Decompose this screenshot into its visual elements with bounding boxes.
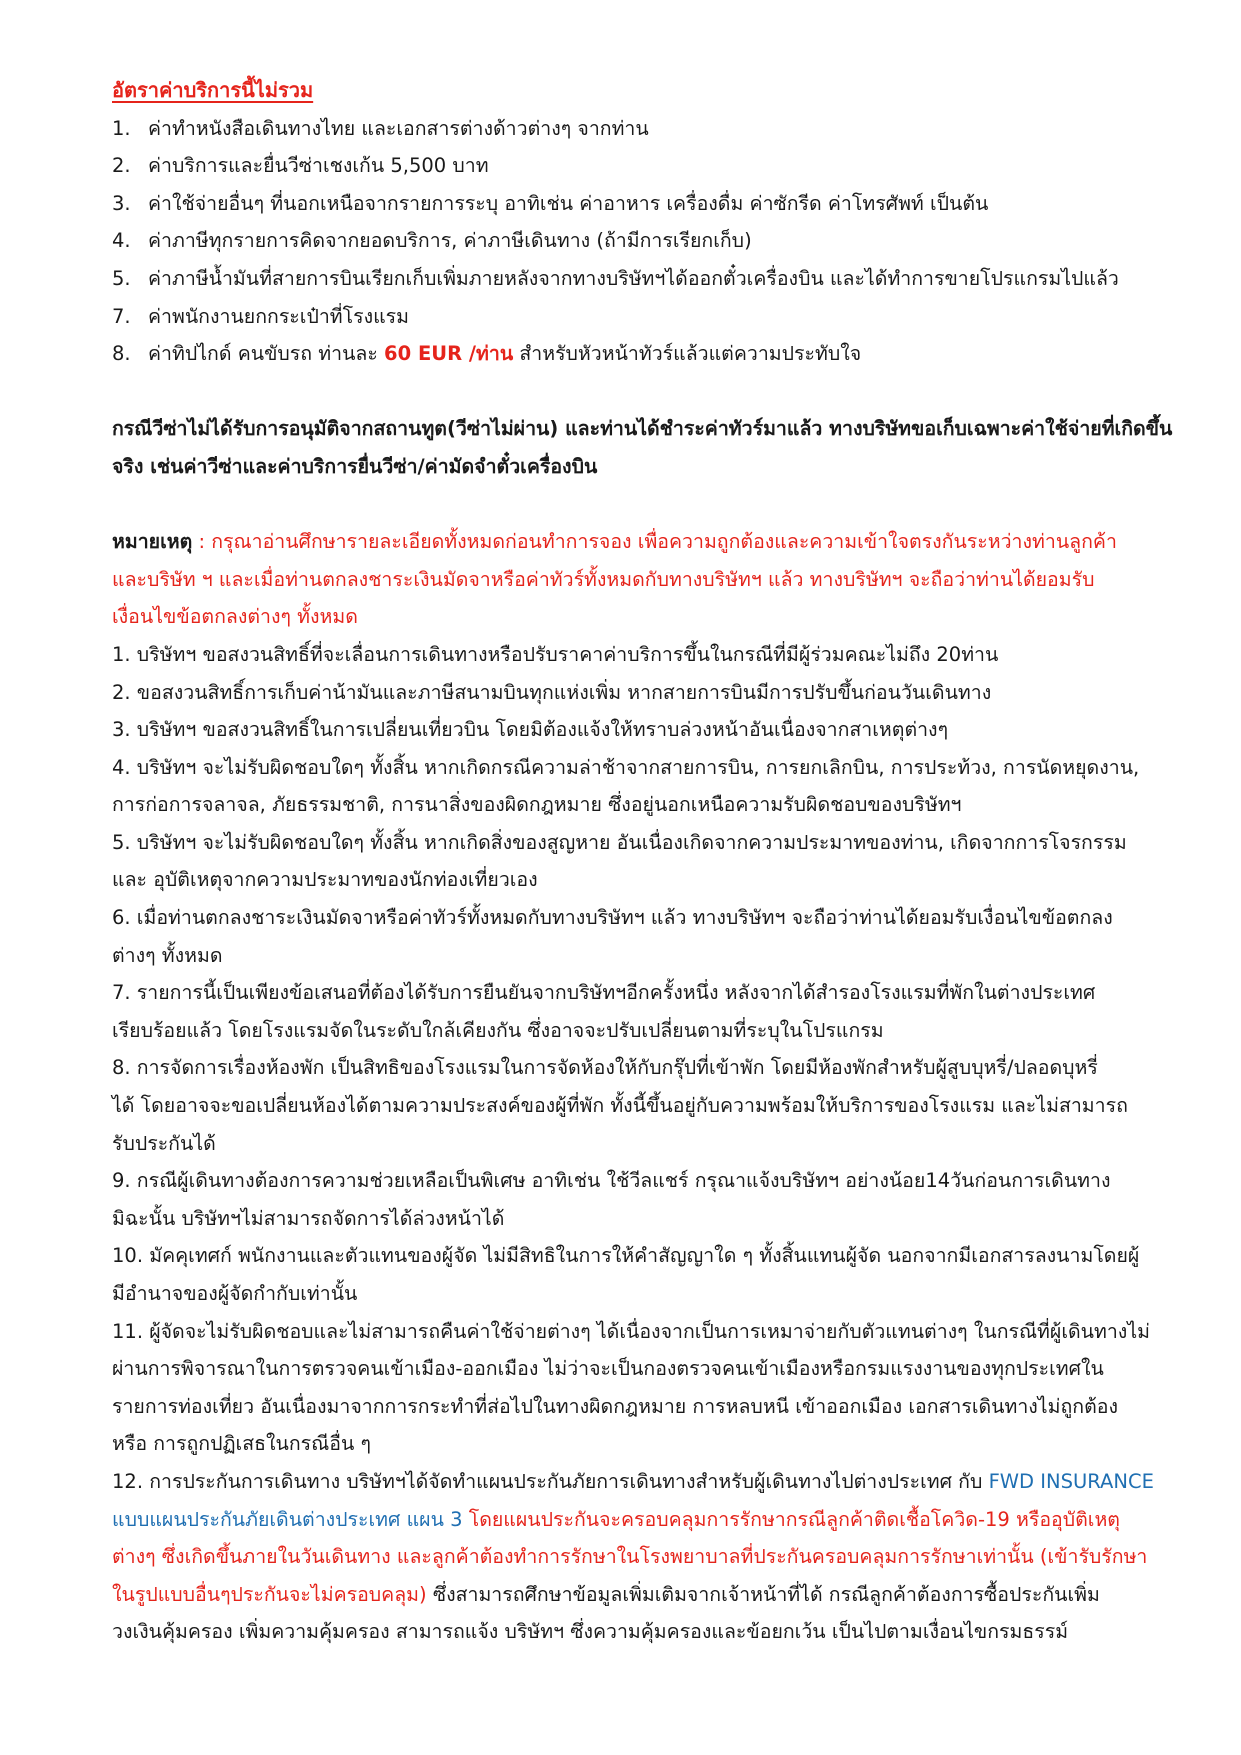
- remark-line: 2. ขอสงวนสิทธิ์การเก็บค่าน้ามันและภาษีสนามบินทุกแห่งเพิ่ม หากสายการบินมีการปรับขึ้นก่อนวันเดินทาง: [112, 680, 992, 704]
- list-item: [112, 298, 1162, 336]
- item-text: ค่าทำหนังสือเดินทางไทย และเอกสารต่างด้าวต่างๆ จากท่าน: [148, 116, 649, 140]
- item-number: 3.: [112, 191, 131, 215]
- list-item: [112, 147, 1162, 185]
- list-item: [112, 222, 1162, 260]
- tip-text-before: ค่าทิปไกด์ คนขับรถ ท่านละ: [148, 342, 385, 366]
- remark-line: 1. บริษัทฯ ขอสงวนสิทธิ์ที่จะเลื่อนการเดินทางหรือปรับราคาค่าบริการขึ้นในกรณีที่มีผู้ร่วมคณะไม่ถึง 20ท่าน: [112, 642, 999, 666]
- item-number: 1.: [112, 116, 131, 140]
- list-item: [112, 260, 1162, 298]
- insurance-line: [112, 1463, 1162, 1501]
- insurance-plan: แบบแผนประกันภัยเดินต่างประเทศ แผน 3: [112, 1507, 469, 1531]
- item-text: ค่าภาษีน้ำมันที่สายการบินเรียกเก็บเพิ่มภายหลังจากทางบริษัทฯได้ออกตั๋วเครื่องบิน และได้ทำการขายโปรแกรมไปแล้ว: [148, 266, 1119, 290]
- item-number: 8.: [112, 342, 131, 366]
- remark-line: เรียบร้อยแล้ว โดยโรงแรมจัดในระดับใกล้เคียงกัน ซึ่งอาจจะปรับเปลี่ยนตามที่ระบุในโปรแกรม: [112, 1018, 884, 1042]
- insurance-line: ต่างๆ ซึ่งเกิดขึ้นภายในวันเดินทาง และลูกค้าต้องทำการรักษาในโรงพยาบาลที่ประกันครอบคลุมการรักษาเท่านั้น (เข้ารับรักษา: [112, 1545, 1148, 1569]
- remark-line: ได้ โดยอาจจะขอเปลี่ยนห้องได้ตามความประสงค์ของผู้ที่พัก ทั้งนี้ขึ้นอยู่กับความพร้อมให้บริการของโรงแรม และไม่สามารถ: [112, 1094, 1128, 1118]
- insurance-coverage-text: โดยแผนประกันจะครอบคลุมการรักษากรณีลูกค้าติดเชื้อโควิด-19 หรืออุบัติเหตุ: [468, 1507, 1120, 1531]
- remark-line: 9. กรณีผู้เดินทางต้องการความช่วยเหลือเป็นพิเศษ อาทิเช่น ใช้วีลแชร์ กรุณาแจ้งบริษัทฯ อย่างน้อย14วันก่อนการเดินทาง: [112, 1169, 1111, 1193]
- remark-line: การก่อการจลาจล, ภัยธรรมชาติ, การนาสิ่งของผิดกฎหมาย ซึ่งอยู่นอกเหนือความรับผิดชอบของบริษัทฯ: [112, 793, 962, 817]
- insurance-line: [112, 1501, 1162, 1539]
- remarks-intro-line: และบริษัท ฯ และเมื่อท่านตกลงชาระเงินมัดจาหรือค่าทัวร์ทั้งหมดกับทางบริษัทฯ แล้ว ทางบริษัทฯ จะถือว่าท่านได้ยอมรับ: [112, 567, 1095, 591]
- item-text: ค่าภาษีทุกรายการคิดจากยอดบริการ, ค่าภาษีเดินทาง (ถ้ามีการเรียกเก็บ): [148, 229, 752, 253]
- item-text: ค่าพนักงานยกกระเป๋าที่โรงแรม: [148, 304, 409, 328]
- remark-line: 8. การจัดการเรื่องห้องพัก เป็นสิทธิของโรงแรมในการจัดห้องให้กับกรุ๊ปที่เข้าพัก โดยมีห้องพักสำหรับผู้สูบบุหรี่/ปลอดบุหรี่: [112, 1056, 1098, 1080]
- visa-denied-paragraph: [112, 410, 1173, 485]
- visa-denied-line: กรณีวีซ่าไม่ได้รับการอนุมัติจากสถานทูต(วีซ่าไม่ผ่าน) และท่านได้ชำระค่าทัวร์มาแล้ว ทางบริษัทขอเก็บเฉพาะค่าใช้จ่ายที่เกิดขึ้น: [112, 417, 1173, 441]
- item-text: [148, 335, 861, 373]
- insurance-coverage-text: ในรูปแบบอื่นๆประกันจะไม่ครอบคลุม): [112, 1582, 427, 1606]
- item-number: 4.: [112, 229, 131, 253]
- remark-line: 10. มัคคุเทศก์ พนักงานและตัวแทนของผู้จัด ไม่มีสิทธิในการให้คำสัญญาใด ๆ ทั้งสิ้นแทนผู้จัด นอกจากมีเอกสารลงนามโดยผู้: [112, 1244, 1140, 1268]
- spacer: [112, 486, 1162, 524]
- remark-line: และ อุบัติเหตุจากความประมาทของนักท่องเที่ยวเอง: [112, 868, 538, 892]
- visa-denied-line: จริง เช่นค่าวีซ่าและค่าบริการยื่นวีซ่า/ค่ามัดจำตั๋วเครื่องบิน: [112, 454, 598, 478]
- remark-line: รายการท่องเที่ยว อันเนื่องมาจากการกระทำที่ส่อไปในทางผิดกฎหมาย การหลบหนี เข้าออกเมือง เอกสารเดินทางไม่ถูกต้อง: [112, 1394, 1118, 1418]
- spacer: [112, 373, 1162, 411]
- excluded-heading: อัตราค่าบริการนี้ไม่รวม: [112, 78, 314, 102]
- list-item: [112, 110, 1162, 148]
- item-number: 7.: [112, 304, 131, 328]
- insurance-text: 12. การประกันการเดินทาง บริษัทฯได้จัดทำแผนประกันภัยการเดินทางสำหรับผู้เดินทางไปต่างประเทศ กับ: [112, 1469, 989, 1493]
- item-number: 5.: [112, 266, 131, 290]
- remark-line: 6. เมื่อท่านตกลงชาระเงินมัดจาหรือค่าทัวร์ทั้งหมดกับทางบริษัทฯ แล้ว ทางบริษัทฯ จะถือว่าท่านได้ยอมรับเงื่อนไขข้อตกลง: [112, 906, 1113, 930]
- remark-line: 11. ผู้จัดจะไม่รับผิดชอบและไม่สามารถคืนค่าใช้จ่ายต่างๆ ได้เนื่องจากเป็นการเหมาจ่ายกับตัวแทนต่างๆ ในกรณีที่ผู้เดินทางไม่: [112, 1319, 1150, 1343]
- remark-line: 7. รายการนี้เป็นเพียงข้อเสนอที่ต้องได้รับการยืนยันจากบริษัทฯอีกครั้งหนึ่ง หลังจากได้สำรองโรงแรมที่พักในต่างประเทศ: [112, 981, 1096, 1005]
- remark-line: ผ่านการพิจารณาในการตรวจคนเข้าเมือง-ออกเมือง ไม่ว่าจะเป็นกองตรวจคนเข้าเมืองหรือกรมแรงงานของทุกประเทศใน: [112, 1357, 1104, 1381]
- insurance-text: ซึ่งสามารถศึกษาข้อมูลเพิ่มเติมจากเจ้าหน้าที่ได้ กรณีลูกค้าต้องการซื้อประกันเพิ่ม: [426, 1582, 1100, 1606]
- remarks-intro-text: : กรุณาอ่านศึกษารายละเอียดทั้งหมดก่อนทำการจอง เพื่อความถูกต้องและความเข้าใจตรงกันระหว่างท่านลูกค้า: [192, 530, 1117, 554]
- tip-text-after: สำหรับหัวหน้าทัวร์แล้วแต่ความประทับใจ: [513, 342, 862, 366]
- item-text: ค่าใช้จ่ายอื่นๆ ที่นอกเหนือจากรายการระบุ อาทิเช่น ค่าอาหาร เครื่องดื่ม ค่าซักรีด ค่าโทรศัพท์ เป็นต้น: [148, 191, 989, 215]
- insurance-line: วงเงินคุ้มครอง เพิ่มความคุ้มครอง สามารถแจ้ง บริษัทฯ ซึ่งความคุ้มครองและข้อยกเว้น เป็นไปตามเงื่อนไขกรมธรรม์: [112, 1620, 1069, 1644]
- remarks-label: หมายเหตุ: [112, 530, 193, 554]
- remark-line: หรือ การถูกปฏิเสธในกรณีอื่น ๆ: [112, 1432, 371, 1456]
- remark-line: มีอำนาจของผู้จัดกำกับเท่านั้น: [112, 1282, 358, 1305]
- excluded-list: [112, 110, 1162, 373]
- remark-line: 4. บริษัทฯ จะไม่รับผิดชอบใดๆ ทั้งสิ้น หากเกิดกรณีความล่าช้าจากสายการบิน, การยกเลิกบิน, การประท้วง, การนัดหยุดงาน,: [112, 755, 1140, 779]
- remark-line: 3. บริษัทฯ ขอสงวนสิทธิ์ในการเปลี่ยนเที่ยวบิน โดยมิต้องแจ้งให้ทราบล่วงหน้าอันเนื่องจากสาเหตุต่างๆ: [112, 718, 949, 742]
- remark-line: ต่างๆ ทั้งหมด: [112, 943, 223, 967]
- insurer-name: FWD INSURANCE: [988, 1469, 1154, 1493]
- list-item-tip: [112, 335, 1162, 373]
- insurance-line: [112, 1576, 1162, 1614]
- item-text: ค่าบริการและยื่นวีซ่าเชงเก้น 5,500 บาท: [148, 154, 489, 178]
- remarks-section: [112, 523, 1162, 1651]
- item-number: 2.: [112, 154, 131, 178]
- remarks-intro-line: [112, 523, 1162, 561]
- remark-line: 5. บริษัทฯ จะไม่รับผิดชอบใดๆ ทั้งสิ้น หากเกิดสิ่งของสูญหาย อันเนื่องเกิดจากความประมาทของท่าน, เกิดจากการโจรกรรม: [112, 830, 1127, 854]
- list-item: [112, 185, 1162, 223]
- remark-line: รับประกันได้: [112, 1131, 216, 1155]
- remarks-intro-line: เงื่อนไขข้อตกลงต่างๆ ทั้งหมด: [112, 605, 358, 629]
- tip-amount-highlight: 60 EUR /ท่าน: [384, 342, 514, 366]
- document-page: [112, 72, 1173, 1651]
- remark-line: มิฉะนั้น บริษัทฯไม่สามารถจัดการได้ล่วงหน้าได้: [112, 1206, 505, 1230]
